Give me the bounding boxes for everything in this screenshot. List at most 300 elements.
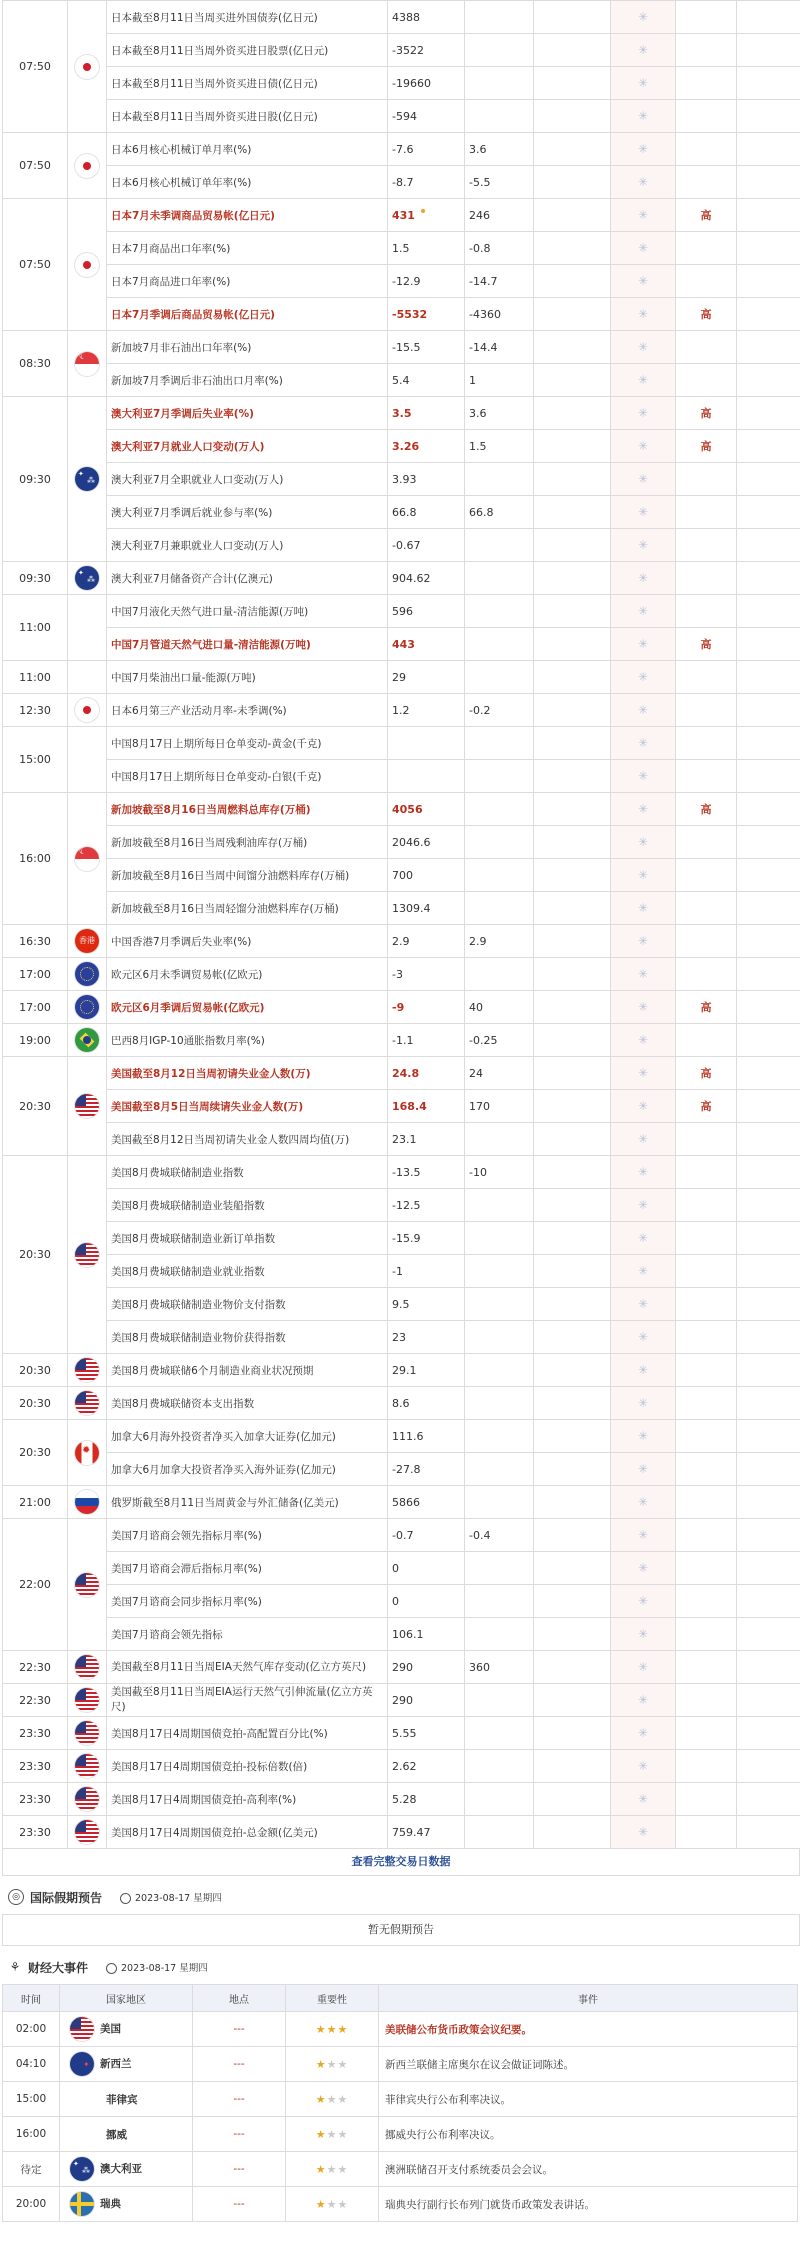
impact-label <box>676 364 737 397</box>
previous-value <box>534 529 611 562</box>
calendar-row <box>3 925 800 958</box>
loading-spinner-icon: ✳ <box>637 1594 649 1608</box>
previous-value <box>534 364 611 397</box>
actual-value: 2.9 <box>388 925 465 958</box>
event-place: --- <box>193 2047 286 2082</box>
actual-value: 5866 <box>388 1486 465 1519</box>
loading-spinner-icon: ✳ <box>637 1462 649 1476</box>
country-flag <box>68 1354 107 1387</box>
impact-label: 高 <box>676 1090 737 1123</box>
country-flag <box>68 958 107 991</box>
forecast-value: -4360 <box>465 298 534 331</box>
forecast-value <box>465 67 534 100</box>
actual-value: 596 <box>388 595 465 628</box>
actual-value: 24.8 <box>388 1057 465 1090</box>
impact-label <box>676 595 737 628</box>
importance-cell <box>611 496 676 529</box>
event-country: 美国 <box>60 2012 193 2047</box>
actual-value: 443 <box>388 628 465 661</box>
previous-value <box>534 397 611 430</box>
importance-stars-icon: ★★★ <box>315 2022 349 2036</box>
event-importance <box>286 2187 379 2222</box>
calendar-row <box>3 529 800 562</box>
impact-label <box>676 1354 737 1387</box>
calendar-row <box>3 1717 800 1750</box>
loading-spinner-icon: ✳ <box>637 1033 649 1047</box>
flag-us-icon <box>75 1243 99 1267</box>
holiday-date: 2023-08-17 星期四 <box>120 1890 222 1904</box>
impact-label <box>676 1684 737 1717</box>
calendar-row <box>3 595 800 628</box>
impact-label: 高 <box>676 397 737 430</box>
loading-spinner-icon: ✳ <box>637 1297 649 1311</box>
spacer-cell <box>737 1783 800 1816</box>
calendar-row <box>3 1453 800 1486</box>
importance-cell <box>611 1486 676 1519</box>
spacer-cell <box>737 859 800 892</box>
impact-label <box>676 1453 737 1486</box>
event-time: 16:30 <box>3 925 68 958</box>
country-flag <box>68 1651 107 1684</box>
importance-cell <box>611 265 676 298</box>
indicator-name: 澳大利亚7月兼职就业人口变动(万人) <box>107 529 388 562</box>
events-section-header <box>0 1950 800 1984</box>
loading-spinner-icon: ✳ <box>637 1627 649 1641</box>
forecast-value <box>465 34 534 67</box>
importance-cell <box>611 859 676 892</box>
impact-label <box>676 1420 737 1453</box>
previous-value <box>534 661 611 694</box>
loading-spinner-icon: ✳ <box>637 1759 649 1773</box>
previous-value <box>534 1717 611 1750</box>
impact-label <box>676 232 737 265</box>
actual-value: 1309.4 <box>388 892 465 925</box>
loading-spinner-icon: ✳ <box>637 472 649 486</box>
indicator-name: 欧元区6月未季调贸易帐(亿欧元) <box>107 958 388 991</box>
calendar-row <box>3 166 800 199</box>
importance-cell <box>611 1519 676 1552</box>
forecast-value <box>465 1684 534 1717</box>
spacer-cell <box>737 595 800 628</box>
importance-cell <box>611 133 676 166</box>
actual-value <box>388 727 465 760</box>
importance-cell <box>611 826 676 859</box>
calendar-row <box>3 1387 800 1420</box>
spacer-cell <box>737 1453 800 1486</box>
loading-spinner-icon: ✳ <box>637 307 649 321</box>
loading-spinner-icon: ✳ <box>637 1330 649 1344</box>
importance-cell <box>611 1816 676 1849</box>
calendar-row <box>3 1585 800 1618</box>
previous-value <box>534 34 611 67</box>
flag-us-icon <box>75 1820 99 1844</box>
calendar-row <box>3 859 800 892</box>
country-flag <box>68 694 107 727</box>
actual-value <box>388 760 465 793</box>
previous-value <box>534 265 611 298</box>
previous-value <box>534 892 611 925</box>
country-flag <box>68 1 107 133</box>
calendar-row <box>3 1189 800 1222</box>
view-full-data-link[interactable]: 查看完整交易日数据 <box>2 1849 800 1876</box>
event-time: 11:00 <box>3 661 68 694</box>
impact-label <box>676 67 737 100</box>
impact-label <box>676 463 737 496</box>
spacer-cell <box>737 298 800 331</box>
flag-au-icon <box>75 467 99 491</box>
forecast-value <box>465 793 534 826</box>
event-time: 08:30 <box>3 331 68 397</box>
calendar-row <box>3 1783 800 1816</box>
indicator-name: 新加坡7月季调后非石油出口月率(%) <box>107 364 388 397</box>
calendar-row <box>3 1024 800 1057</box>
indicator-name: 日本6月核心机械订单年率(%) <box>107 166 388 199</box>
loading-spinner-icon: ✳ <box>637 1693 649 1707</box>
previous-value <box>534 1420 611 1453</box>
calendar-row <box>3 1156 800 1189</box>
spacer-cell <box>737 1123 800 1156</box>
flag-nz-icon <box>70 2052 94 2076</box>
forecast-value <box>465 1750 534 1783</box>
globe-icon: ◎ <box>8 1889 24 1905</box>
actual-value: 0 <box>388 1585 465 1618</box>
actual-value: -3 <box>388 958 465 991</box>
event-importance <box>286 2117 379 2152</box>
event-row <box>3 2117 798 2152</box>
indicator-name: 美国8月费城联储制造业指数 <box>107 1156 388 1189</box>
country-flag <box>68 1717 107 1750</box>
importance-cell <box>611 1255 676 1288</box>
indicator-name: 美国7月谘商会同步指标月率(%) <box>107 1585 388 1618</box>
calendar-row <box>3 958 800 991</box>
calendar-row <box>3 1222 800 1255</box>
forecast-value <box>465 826 534 859</box>
country-flag <box>68 595 107 661</box>
forecast-value <box>465 661 534 694</box>
flag-au-icon <box>70 2157 94 2181</box>
previous-value <box>534 1189 611 1222</box>
spacer-cell <box>737 265 800 298</box>
event-description: 瑞典央行副行长布列门就货币政策发表讲话。 <box>379 2187 798 2222</box>
spacer-cell <box>737 1354 800 1387</box>
impact-label <box>676 1783 737 1816</box>
indicator-name: 美国7月谘商会领先指标 <box>107 1618 388 1651</box>
col-time: 时间 <box>3 1985 60 2012</box>
importance-cell <box>611 595 676 628</box>
importance-cell <box>611 991 676 1024</box>
col-event: 事件 <box>379 1985 798 2012</box>
forecast-value <box>465 1783 534 1816</box>
loading-spinner-icon: ✳ <box>637 10 649 24</box>
calendar-row <box>3 463 800 496</box>
indicator-name: 日本7月商品进口年率(%) <box>107 265 388 298</box>
importance-cell <box>611 232 676 265</box>
spacer-cell <box>737 1717 800 1750</box>
importance-stars-icon: ★★★ <box>315 2197 349 2211</box>
flag-us-icon <box>75 1094 99 1118</box>
impact-label <box>676 1618 737 1651</box>
spacer-cell <box>737 1651 800 1684</box>
previous-value <box>534 958 611 991</box>
spacer-cell <box>737 892 800 925</box>
spacer-cell <box>737 1090 800 1123</box>
indicator-name: 美国8月费城联储6个月制造业商业状况预期 <box>107 1354 388 1387</box>
impact-label <box>676 166 737 199</box>
loading-spinner-icon: ✳ <box>637 967 649 981</box>
previous-value <box>534 1552 611 1585</box>
calendar-row <box>3 133 800 166</box>
importance-cell <box>611 1717 676 1750</box>
forecast-value: -5.5 <box>465 166 534 199</box>
importance-cell <box>611 1123 676 1156</box>
previous-value <box>534 331 611 364</box>
calendar-row <box>3 991 800 1024</box>
actual-value: -12.5 <box>388 1189 465 1222</box>
forecast-value: 3.6 <box>465 133 534 166</box>
previous-value <box>534 925 611 958</box>
event-time: 07:50 <box>3 199 68 331</box>
actual-value: -15.9 <box>388 1222 465 1255</box>
event-time: 16:00 <box>3 2117 60 2152</box>
event-time: 21:00 <box>3 1486 68 1519</box>
loading-spinner-icon: ✳ <box>637 1528 649 1542</box>
forecast-value <box>465 892 534 925</box>
importance-cell <box>611 1057 676 1090</box>
indicator-name: 新加坡截至8月16日当周燃料总库存(万桶) <box>107 793 388 826</box>
forecast-value <box>465 1618 534 1651</box>
event-row <box>3 2012 798 2047</box>
loading-spinner-icon: ✳ <box>637 637 649 651</box>
importance-cell <box>611 1189 676 1222</box>
spacer-cell <box>737 1222 800 1255</box>
calendar-row <box>3 496 800 529</box>
country-flag <box>68 1156 107 1354</box>
previous-value <box>534 1453 611 1486</box>
previous-value <box>534 1585 611 1618</box>
previous-value <box>534 595 611 628</box>
loading-spinner-icon: ✳ <box>637 1495 649 1509</box>
spacer-cell <box>737 232 800 265</box>
flag-au-icon <box>75 566 99 590</box>
actual-value: 3.5 <box>388 397 465 430</box>
impact-label <box>676 1255 737 1288</box>
actual-value: -3522 <box>388 34 465 67</box>
importance-cell <box>611 1684 676 1717</box>
previous-value <box>534 1156 611 1189</box>
event-time: 15:00 <box>3 727 68 793</box>
forecast-value: 40 <box>465 991 534 1024</box>
flag-us-icon <box>75 1358 99 1382</box>
loading-spinner-icon: ✳ <box>637 1264 649 1278</box>
indicator-name: 美国8月费城联储资本支出指数 <box>107 1387 388 1420</box>
event-time: 09:30 <box>3 397 68 562</box>
loading-spinner-icon: ✳ <box>637 901 649 915</box>
flag-us-icon <box>75 1688 99 1712</box>
previous-value <box>534 199 611 232</box>
country-flag <box>68 925 107 958</box>
previous-value <box>534 793 611 826</box>
loading-spinner-icon: ✳ <box>637 439 649 453</box>
flag-us-icon <box>75 1787 99 1811</box>
country-flag <box>68 397 107 562</box>
indicator-name: 日本6月核心机械订单月率(%) <box>107 133 388 166</box>
importance-cell <box>611 628 676 661</box>
spacer-cell <box>737 1057 800 1090</box>
event-time: 23:30 <box>3 1816 68 1849</box>
loading-spinner-icon: ✳ <box>637 1792 649 1806</box>
loading-spinner-icon: ✳ <box>637 373 649 387</box>
forecast-value <box>465 859 534 892</box>
event-time: 09:30 <box>3 562 68 595</box>
indicator-name: 美国7月谘商会滞后指标月率(%) <box>107 1552 388 1585</box>
previous-value <box>534 1387 611 1420</box>
spacer-cell <box>737 628 800 661</box>
spacer-cell <box>737 1288 800 1321</box>
forecast-value: 24 <box>465 1057 534 1090</box>
calendar-row <box>3 1123 800 1156</box>
indicator-name: 美国截至8月11日当周EIA运行天然气引伸流量(亿立方英尺) <box>107 1684 388 1717</box>
indicator-name: 日本7月商品出口年率(%) <box>107 232 388 265</box>
previous-value <box>534 991 611 1024</box>
calendar-row <box>3 1420 800 1453</box>
previous-value <box>534 1123 611 1156</box>
impact-label: 高 <box>676 991 737 1024</box>
actual-value: 66.8 <box>388 496 465 529</box>
event-time: 20:00 <box>3 2187 60 2222</box>
spacer-cell <box>737 727 800 760</box>
spacer-cell <box>737 364 800 397</box>
loading-spinner-icon: ✳ <box>637 505 649 519</box>
country-flag <box>68 331 107 397</box>
event-description: 美联储公布货币政策会议纪要。 <box>379 2012 798 2047</box>
indicator-name: 新加坡7月非石油出口年率(%) <box>107 331 388 364</box>
forecast-value <box>465 1255 534 1288</box>
event-row <box>3 2082 798 2117</box>
importance-cell <box>611 364 676 397</box>
indicator-name: 日本6月第三产业活动月率-未季调(%) <box>107 694 388 727</box>
previous-value <box>534 760 611 793</box>
impact-label <box>676 925 737 958</box>
impact-label <box>676 727 737 760</box>
forecast-value: -14.4 <box>465 331 534 364</box>
forecast-value <box>465 595 534 628</box>
impact-label <box>676 1387 737 1420</box>
actual-value: 5.55 <box>388 1717 465 1750</box>
calendar-row <box>3 1486 800 1519</box>
impact-label: 高 <box>676 793 737 826</box>
previous-value <box>534 1354 611 1387</box>
spacer-cell <box>737 826 800 859</box>
impact-label <box>676 1321 737 1354</box>
impact-label <box>676 1816 737 1849</box>
event-row <box>3 2152 798 2187</box>
indicator-name: 中国8月17日上期所每日仓单变动-黄金(千克) <box>107 727 388 760</box>
indicator-name: 美国截至8月12日当周初请失业金人数(万) <box>107 1057 388 1090</box>
impact-label <box>676 1486 737 1519</box>
previous-value <box>534 1222 611 1255</box>
importance-cell <box>611 562 676 595</box>
forecast-value <box>465 1552 534 1585</box>
previous-value <box>534 727 611 760</box>
loading-spinner-icon: ✳ <box>637 571 649 585</box>
loading-spinner-icon: ✳ <box>637 1363 649 1377</box>
country-flag <box>68 991 107 1024</box>
impact-label <box>676 892 737 925</box>
loading-spinner-icon: ✳ <box>637 76 649 90</box>
previous-value <box>534 1024 611 1057</box>
indicator-name: 美国8月费城联储制造业物价支付指数 <box>107 1288 388 1321</box>
importance-cell <box>611 67 676 100</box>
events-date: 2023-08-17 星期四 <box>106 1960 208 1974</box>
importance-cell <box>611 1420 676 1453</box>
indicator-name: 澳大利亚7月季调后失业率(%) <box>107 397 388 430</box>
event-time: 02:00 <box>3 2012 60 2047</box>
country-flag <box>68 1783 107 1816</box>
forecast-value <box>465 1816 534 1849</box>
loading-spinner-icon: ✳ <box>637 1000 649 1014</box>
indicator-name: 巴西8月IGP-10通胀指数月率(%) <box>107 1024 388 1057</box>
forecast-value <box>465 1420 534 1453</box>
flag-hk-icon: 香港 <box>75 929 99 953</box>
country-flag <box>68 562 107 595</box>
importance-cell <box>611 1288 676 1321</box>
calendar-row <box>3 1618 800 1651</box>
loading-spinner-icon: ✳ <box>637 1066 649 1080</box>
spacer-cell <box>737 793 800 826</box>
importance-stars-icon: ★★★ <box>315 2057 349 2071</box>
indicator-name: 澳大利亚7月全职就业人口变动(万人) <box>107 463 388 496</box>
flag-jp-icon <box>75 154 99 178</box>
spacer-cell <box>737 991 800 1024</box>
previous-value <box>534 1090 611 1123</box>
event-time: 17:00 <box>3 958 68 991</box>
actual-value: 3.93 <box>388 463 465 496</box>
spacer-cell <box>737 133 800 166</box>
importance-cell <box>611 694 676 727</box>
calendar-row <box>3 364 800 397</box>
loading-spinner-icon: ✳ <box>637 703 649 717</box>
loading-spinner-icon: ✳ <box>637 340 649 354</box>
event-time: 22:30 <box>3 1651 68 1684</box>
previous-value <box>534 1486 611 1519</box>
event-time: 20:30 <box>3 1057 68 1156</box>
event-time: 23:30 <box>3 1717 68 1750</box>
calendar-row <box>3 727 800 760</box>
importance-cell <box>611 34 676 67</box>
spacer-cell <box>737 397 800 430</box>
indicator-name: 美国截至8月11日当周EIA天然气库存变动(亿立方英尺) <box>107 1651 388 1684</box>
actual-value: 431 <box>388 199 465 232</box>
importance-cell <box>611 1783 676 1816</box>
impact-label <box>676 1651 737 1684</box>
importance-cell <box>611 1024 676 1057</box>
events-table <box>2 1984 798 2222</box>
importance-cell <box>611 463 676 496</box>
calendar-row <box>3 397 800 430</box>
previous-value <box>534 430 611 463</box>
previous-value <box>534 1783 611 1816</box>
calendar-row <box>3 1552 800 1585</box>
spacer-cell <box>737 694 800 727</box>
importance-cell <box>611 1618 676 1651</box>
loading-spinner-icon: ✳ <box>637 1726 649 1740</box>
indicator-name: 美国8月费城联储制造业装船指数 <box>107 1189 388 1222</box>
spacer-cell <box>737 67 800 100</box>
impact-label <box>676 1 737 34</box>
calendar-row <box>3 1090 800 1123</box>
actual-value: 2.62 <box>388 1750 465 1783</box>
calendar-row <box>3 694 800 727</box>
